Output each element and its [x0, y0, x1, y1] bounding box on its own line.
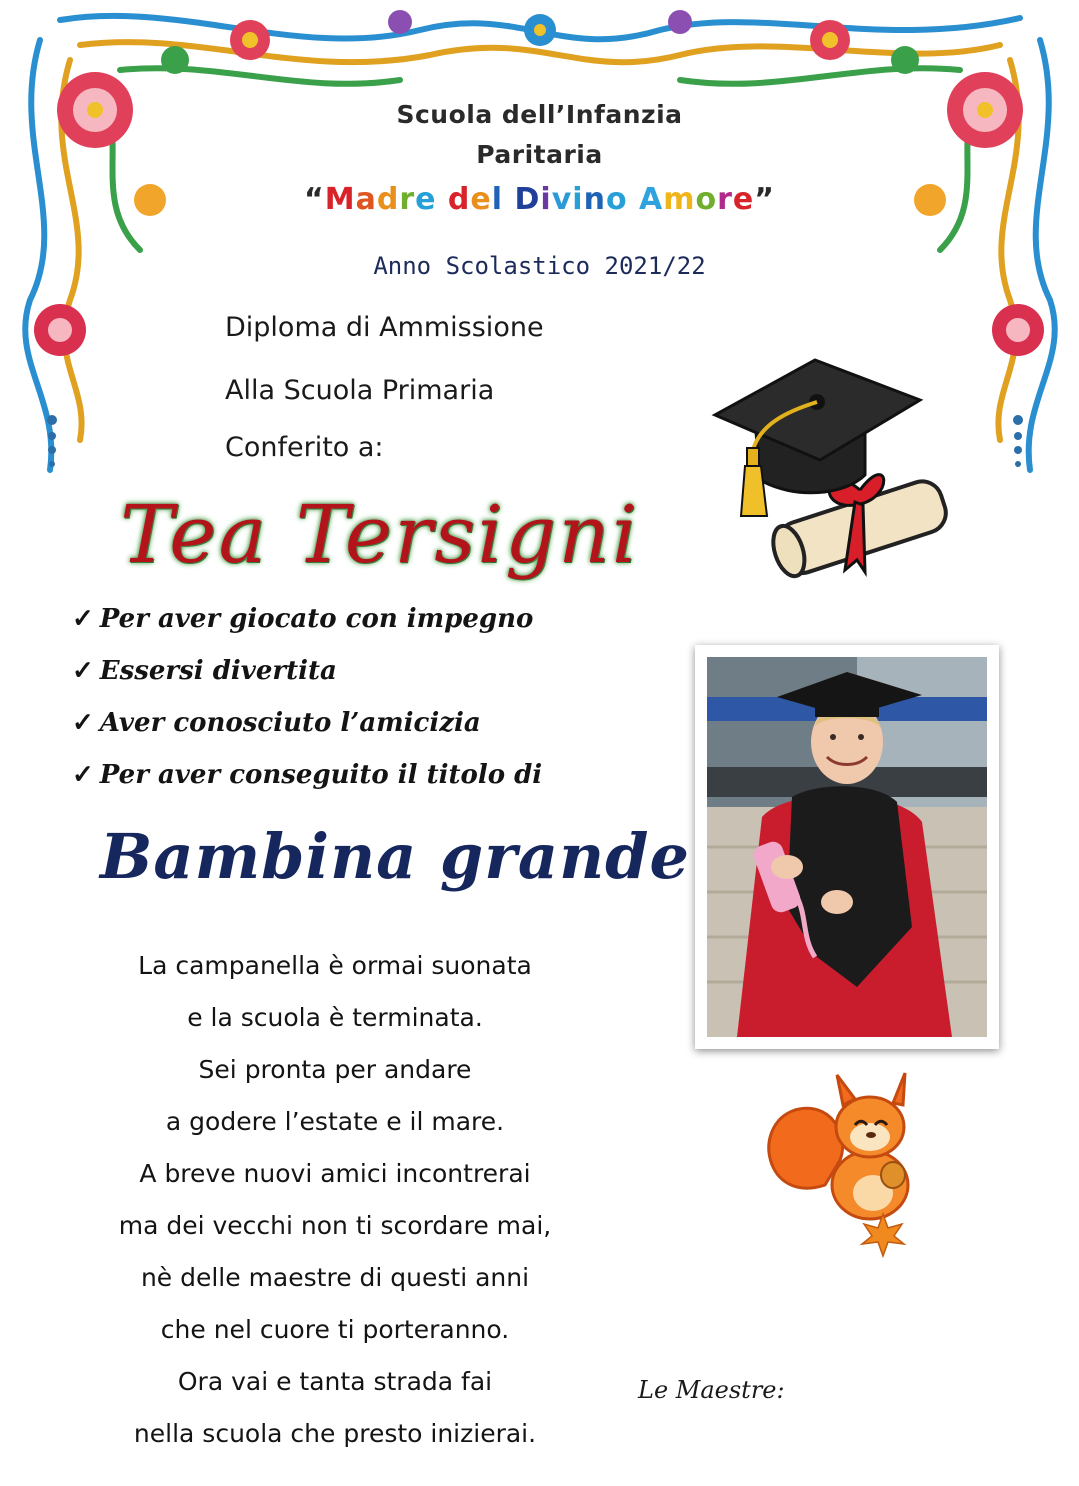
- merit-item: [72, 708, 481, 738]
- school-status-line: Paritaria: [476, 140, 603, 169]
- school-name-letter: [436, 182, 447, 217]
- leaf-icon: [858, 1210, 908, 1260]
- school-type-line: Scuola dell’Infanzia: [396, 100, 683, 129]
- school-name-letter: i: [540, 182, 552, 217]
- school-name-letter: A: [639, 182, 664, 217]
- school-year: Anno Scolastico 2021/22: [373, 252, 706, 280]
- merit-text: Per aver conseguito il titolo di: [99, 760, 543, 790]
- school-name-letter: d: [447, 182, 471, 217]
- merit-item: [72, 760, 542, 790]
- check-icon: ✓: [72, 656, 94, 686]
- school-name-letter: [503, 182, 514, 217]
- school-name-letter: M: [324, 182, 356, 217]
- check-icon: ✓: [72, 708, 94, 738]
- school-name-letter: o: [605, 182, 628, 217]
- poem-line: nè delle maestre di questi anni: [140, 1263, 530, 1292]
- school-name-letter: r: [717, 182, 733, 217]
- poem-line: La campanella è ormai suonata: [138, 951, 532, 980]
- child-photo-frame: [695, 645, 999, 1049]
- recipient-name: Tea Tersigni: [120, 488, 640, 581]
- school-name-letter: n: [583, 182, 606, 217]
- school-name-letter: a: [355, 182, 377, 217]
- school-name-letter: i: [572, 182, 584, 217]
- graduation-cap-icon: [705, 340, 950, 580]
- school-name-letters: [325, 182, 755, 217]
- merit-text: Per aver giocato con impegno: [99, 604, 534, 634]
- diploma-title: Diploma di Ammissione: [225, 312, 544, 343]
- merit-text: Essersi divertita: [99, 656, 337, 686]
- poem-line: nella scuola che presto inizierai.: [133, 1419, 537, 1448]
- conferred-label: Conferito a:: [225, 432, 384, 463]
- poem-line: Sei pronta per andare: [198, 1055, 472, 1084]
- merit-item: [72, 604, 533, 634]
- school-name-letter: o: [695, 182, 718, 217]
- child-photo: [707, 657, 987, 1037]
- school-name-letter: [628, 182, 639, 217]
- poem-line: Ora vai e tanta strada fai: [177, 1367, 493, 1396]
- check-icon: ✓: [72, 604, 94, 634]
- quote-close: ”: [754, 182, 775, 217]
- check-icon: ✓: [72, 760, 94, 790]
- poem: [40, 940, 630, 1460]
- school-name-letter: l: [491, 182, 504, 217]
- awarded-title: Bambina grande: [100, 820, 690, 893]
- quote-open: “: [304, 182, 325, 217]
- merit-item: [72, 656, 337, 686]
- poem-line: ma dei vecchi non ti scordare mai,: [118, 1211, 552, 1240]
- signature-label: Le Maestre:: [638, 1376, 785, 1404]
- poem-line: a godere l’estate e il mare.: [165, 1107, 505, 1136]
- school-name-letter: d: [376, 182, 400, 217]
- school-name-letter: v: [551, 182, 573, 217]
- merit-text: Aver conosciuto l’amicizia: [99, 708, 481, 738]
- school-name-letter: D: [514, 182, 541, 217]
- school-name-letter: e: [470, 182, 492, 217]
- school-name-letter: m: [663, 182, 696, 217]
- poem-line: e la scuola è terminata.: [187, 1003, 483, 1032]
- school-name-letter: r: [399, 182, 416, 217]
- poem-line: che nel cuore ti porteranno.: [160, 1315, 510, 1344]
- school-name-letter: e: [732, 182, 755, 217]
- poem-line: A breve nuovi amici incontrerai: [139, 1159, 531, 1188]
- school-name: [0, 182, 1079, 217]
- school-name-letter: e: [415, 182, 437, 217]
- diploma-subtitle: Alla Scuola Primaria: [225, 375, 495, 406]
